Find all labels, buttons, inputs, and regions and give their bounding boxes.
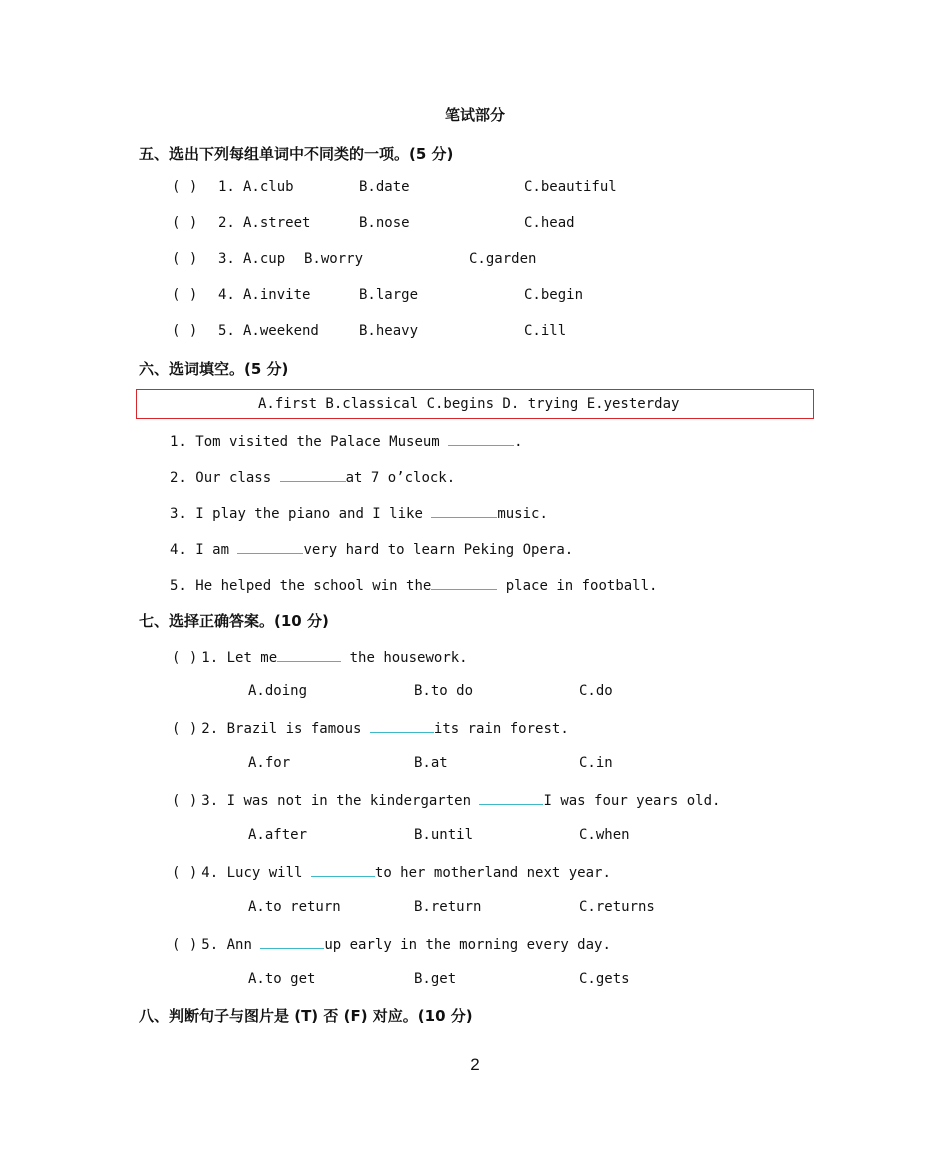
option-c: C.head — [524, 215, 575, 231]
s5-question-1 — [0, 177, 950, 197]
question-after: up early in the morning every day. — [324, 937, 611, 953]
answer-blank[interactable] — [277, 646, 341, 662]
s6-sentence-2 — [170, 466, 455, 486]
option-a: A.street — [243, 215, 311, 231]
option-c: C.garden — [469, 251, 537, 267]
section5-heading: 五、选出下列每组单词中不同类的一项。(5 分) — [139, 145, 454, 163]
answer-paren[interactable]: ( ) — [172, 650, 198, 666]
option-b: B.until — [414, 827, 474, 843]
page-title: 笔试部分 — [444, 106, 505, 124]
answer-paren[interactable]: ( ) — [172, 323, 198, 339]
option-a: A.to return — [248, 899, 341, 915]
question-after: the housework. — [341, 650, 468, 666]
s7-question-4 — [172, 861, 611, 881]
question-before: Ann — [226, 937, 261, 953]
option-b: B.at — [414, 755, 448, 771]
option-b: B.nose — [359, 215, 410, 231]
sentence-number: 3. — [170, 506, 187, 522]
section7-heading: 七、选择正确答案。(10 分) — [139, 612, 329, 630]
sentence-before: I am — [195, 542, 238, 558]
s7-options-1 — [0, 681, 950, 701]
option-c: C.when — [579, 827, 630, 843]
s5-question-5 — [0, 321, 950, 341]
question-after: to her motherland next year. — [374, 865, 611, 881]
question-number: 5. — [201, 937, 219, 953]
question-number: 3. — [201, 793, 219, 809]
page-number: 2 — [470, 1055, 480, 1074]
question-after: I was four years old. — [543, 793, 721, 809]
s7-options-2 — [0, 753, 950, 773]
answer-blank[interactable] — [431, 502, 497, 518]
s6-sentence-3 — [170, 502, 548, 522]
option-a: A.after — [248, 827, 308, 843]
option-a: A.doing — [248, 683, 308, 699]
s7-question-2 — [172, 717, 569, 737]
option-a: A.for — [248, 755, 291, 771]
answer-paren[interactable]: ( ) — [172, 215, 198, 231]
option-c: C.ill — [524, 323, 567, 339]
word-bank: A.first B.classical C.begins D. trying E.yesterday — [258, 396, 680, 412]
s6-sentence-1 — [170, 430, 523, 450]
answer-paren[interactable]: ( ) — [172, 251, 198, 267]
answer-paren[interactable]: ( ) — [172, 179, 198, 195]
option-a: A.invite — [243, 287, 311, 303]
question-before: Brazil is famous — [226, 721, 370, 737]
option-c: C.begin — [524, 287, 584, 303]
question-before: Let me — [226, 650, 278, 666]
option-c: C.in — [579, 755, 613, 771]
answer-blank[interactable] — [479, 789, 543, 805]
answer-blank[interactable] — [237, 538, 303, 554]
answer-blank[interactable] — [370, 717, 434, 733]
option-c: C.do — [579, 683, 613, 699]
question-number: 4. — [218, 287, 235, 303]
option-b: B.get — [414, 971, 457, 987]
question-number: 4. — [201, 865, 219, 881]
question-number: 1. — [218, 179, 235, 195]
s7-options-5 — [0, 969, 950, 989]
answer-paren[interactable]: ( ) — [172, 793, 198, 809]
s6-sentence-4 — [170, 538, 573, 558]
option-a: A.cup — [243, 251, 286, 267]
option-c: C.returns — [579, 899, 655, 915]
option-b: B.date — [359, 179, 410, 195]
sentence-before: He helped the school win the — [195, 578, 432, 594]
option-b: B.return — [414, 899, 482, 915]
sentence-number: 2. — [170, 470, 187, 486]
sentence-number: 1. — [170, 434, 187, 450]
option-b: B.large — [359, 287, 419, 303]
section8-heading: 八、判断句子与图片是 (T) 否 (F) 对应。(10 分) — [139, 1007, 473, 1025]
sentence-number: 4. — [170, 542, 187, 558]
s7-question-5 — [172, 933, 611, 953]
option-a: A.club — [243, 179, 294, 195]
answer-paren[interactable]: ( ) — [172, 937, 198, 953]
option-b: B.heavy — [359, 323, 419, 339]
s5-question-3 — [0, 249, 950, 269]
sentence-before: Tom visited the Palace Museum — [195, 434, 449, 450]
s7-options-3 — [0, 825, 950, 845]
sentence-after: . — [514, 434, 523, 450]
sentence-after: at 7 o’clock. — [345, 470, 456, 486]
s7-options-4 — [0, 897, 950, 917]
option-a: A.weekend — [243, 323, 319, 339]
section6-heading: 六、选词填空。(5 分) — [139, 360, 289, 378]
sentence-after: music. — [497, 506, 548, 522]
answer-blank[interactable] — [431, 574, 497, 590]
s7-question-1 — [172, 646, 468, 666]
question-after: its rain forest. — [433, 721, 569, 737]
sentence-after: very hard to learn Peking Opera. — [303, 542, 574, 558]
answer-paren[interactable]: ( ) — [172, 865, 198, 881]
answer-blank[interactable] — [260, 933, 324, 949]
question-number: 1. — [201, 650, 219, 666]
option-b: B.to do — [414, 683, 474, 699]
option-c: C.gets — [579, 971, 630, 987]
sentence-number: 5. — [170, 578, 187, 594]
sentence-before: Our class — [195, 470, 280, 486]
sentence-before: I play the piano and I like — [195, 506, 432, 522]
question-number: 2. — [218, 215, 235, 231]
option-c: C.beautiful — [524, 179, 617, 195]
option-b: B.worry — [304, 251, 364, 267]
question-number: 5. — [218, 323, 235, 339]
question-number: 2. — [201, 721, 219, 737]
option-a: A.to get — [248, 971, 316, 987]
s5-question-4 — [0, 285, 950, 305]
s7-question-3 — [172, 789, 720, 809]
answer-paren[interactable]: ( ) — [172, 721, 198, 737]
answer-paren[interactable]: ( ) — [172, 287, 198, 303]
s5-question-2 — [0, 213, 950, 233]
answer-blank[interactable] — [280, 466, 346, 482]
sentence-after: place in football. — [497, 578, 658, 594]
s6-sentence-5 — [170, 574, 657, 594]
answer-blank[interactable] — [311, 861, 375, 877]
question-before: I was not in the kindergarten — [226, 793, 480, 809]
question-number: 3. — [218, 251, 235, 267]
answer-blank[interactable] — [448, 430, 514, 446]
question-before: Lucy will — [226, 865, 311, 881]
